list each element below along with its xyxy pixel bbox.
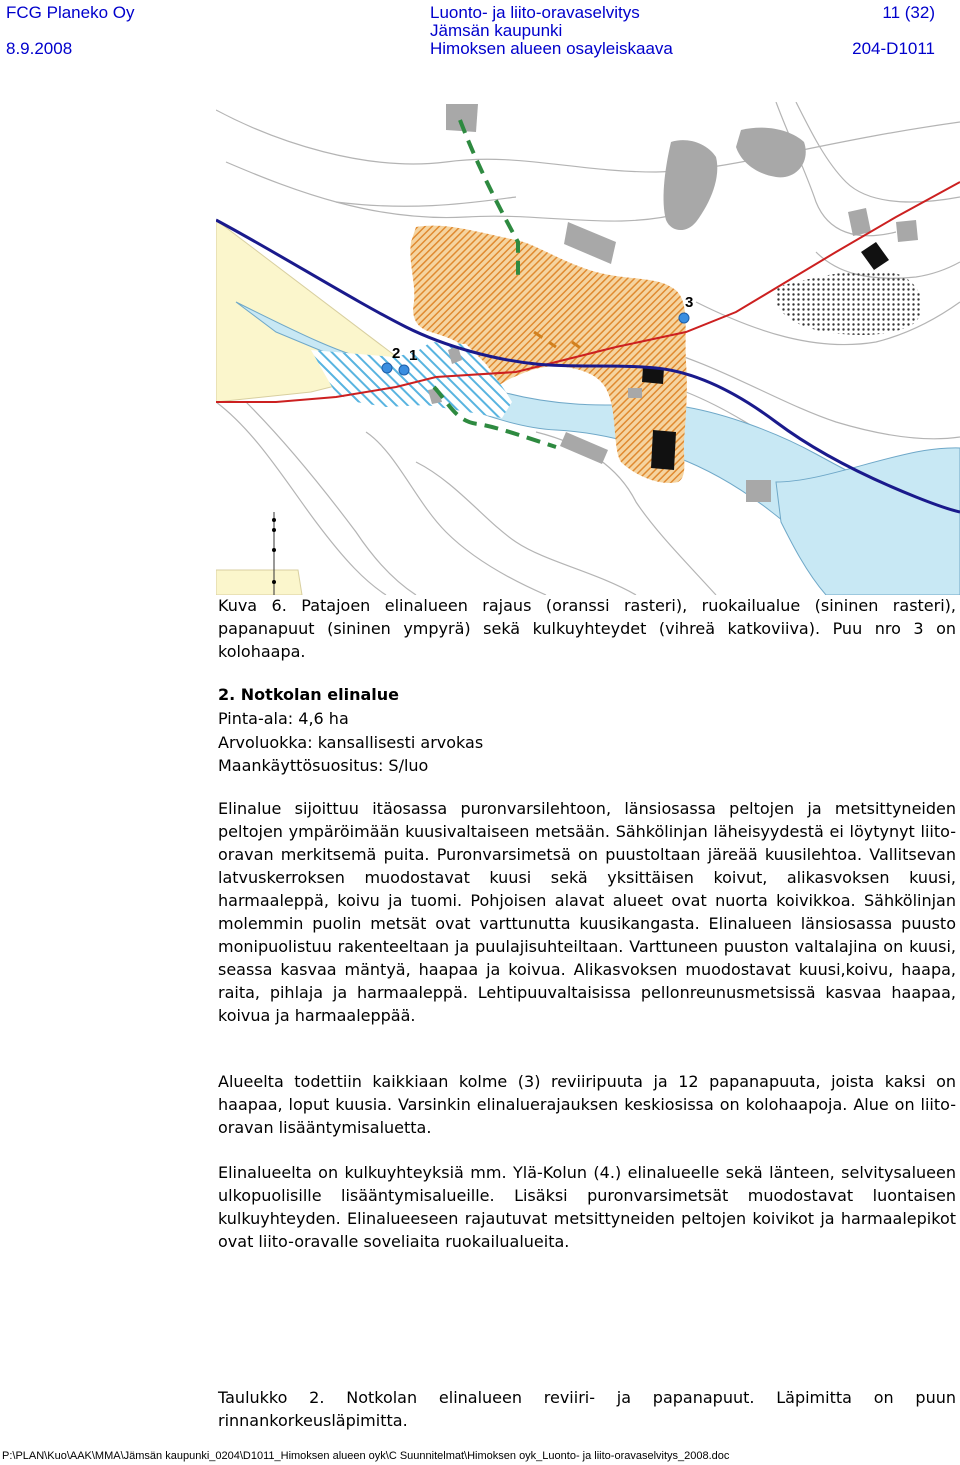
land-use-recommendation: Maankäyttösuositus: S/luo [218, 756, 429, 775]
value-class: Arvoluokka: kansallisesti arvokas [218, 732, 484, 752]
area-size: Pinta-ala: 4,6 ha [218, 709, 349, 728]
city-name: Jämsän kaupunki [430, 21, 563, 40]
document-code: 204-D1011 [852, 39, 935, 58]
page-number: 11 (32) [882, 3, 935, 22]
file-path-footer: P:\PLAN\Kuo\AAK\MMA\Jämsän kaupunki_0204\D1011_Himoksen alueen oyk\C Suunnitelmat\Himoksen oyk_Luonto- ja liito-oravaselvitys_2008.doc [2, 1450, 730, 1462]
report-date: 8.9.2008 [6, 39, 73, 58]
tree-point-3 [679, 313, 689, 323]
section-title: 2. Notkolan elinalue [218, 685, 399, 704]
tree-label-1: 1 [409, 347, 418, 364]
paragraph-description: Elinalue sijoittuu itäosassa puronvarsilehtoon, länsiosassa peltojen ja metsittyneiden peltojen ympäröimään kuusivaltaiseen metsään. Sähkölinjan läheisyydestä ei löytynyt liito-oravan merkitsemä puita. Puronvarsimetsä on puustoltaan järeää kuusilehtoa. Vallitsevan latvuskerroksen muodostavat kuusi sekä yksittäisen koivut, alikasvoksen kuusi, harmaaleppä, koivu ja tuomi. Pohjoisen alavat alueet ovat nuorta koivikkoa. Sähkölinjan molemmin puolin metsät ovat varttunutta kuusikangasta. Elinalueen länsiosassa puusto monipuolistuu rakenteeltaan ja puulajisuhteiltaan. Varttuneen puuston valtalajina on kuusi, seassa kasvaa mäntyä, haapaa ja koivua. Alikasvoksen muodostavat kuusi,koivu, haapa, raita, pihlaja ja harmaaleppä. Lehtipuuvaltaisissa pellonreunusmetsissä kasvaa haapaa, koivua ja harmaaleppää. [218, 799, 956, 1025]
field-area-small [216, 570, 302, 595]
report-title: Luonto- ja liito-oravaselvitys [430, 3, 640, 22]
table-caption: Taulukko 2. Notkolan elinalueen reviiri- ja papanapuut. Läpimitta on puun rinnankorkeusläpimitta. [218, 1388, 956, 1430]
tree-point-1 [399, 365, 409, 375]
plan-name: Himoksen alueen osayleiskaava [430, 39, 673, 58]
figure-caption: Kuva 6. Patajoen elinalueen rajaus (oranssi rasteri), ruokailualue (sininen rasteri), papanapuut (sininen ympyrä) sekä kulkuyhteydet (vihreä katkoviiva). Puu nro 3 on kolohaapa. [218, 596, 956, 661]
tree-label-3: 3 [685, 294, 694, 311]
company-name: FCG Planeko Oy [6, 3, 135, 22]
section-facts [218, 707, 956, 778]
paragraph-connections: Elinalueelta on kulkuyhteyksiä mm. Ylä-Kolun (4.) elinalueelle sekä länteen, selvitysalueen ulkopuolisille lisääntymisalueille. Lisäksi puronvarsimetsät muodostavat luontaisen kulkuyhteyden. Elinalueeseen rajautuvat metsittyneiden peltojen koivikot ja harmaalepikot ovat liito-oravalle soveliaita ruokailualueita. [218, 1163, 956, 1251]
paragraph-trees: Alueelta todettiin kaikkiaan kolme (3) reviiripuuta ja 12 papanapuuta, joista kaksi on haapaa, loput kuusia. Varsinkin elinaluerajauksen keskiosissa on kolohaapoja. Alue on liito-oravan lisääntymisaluetta. [218, 1072, 956, 1137]
tree-label-2: 2 [392, 345, 401, 362]
tree-point-2 [382, 363, 392, 373]
page-header [0, 0, 960, 64]
habitat-map [216, 102, 960, 595]
